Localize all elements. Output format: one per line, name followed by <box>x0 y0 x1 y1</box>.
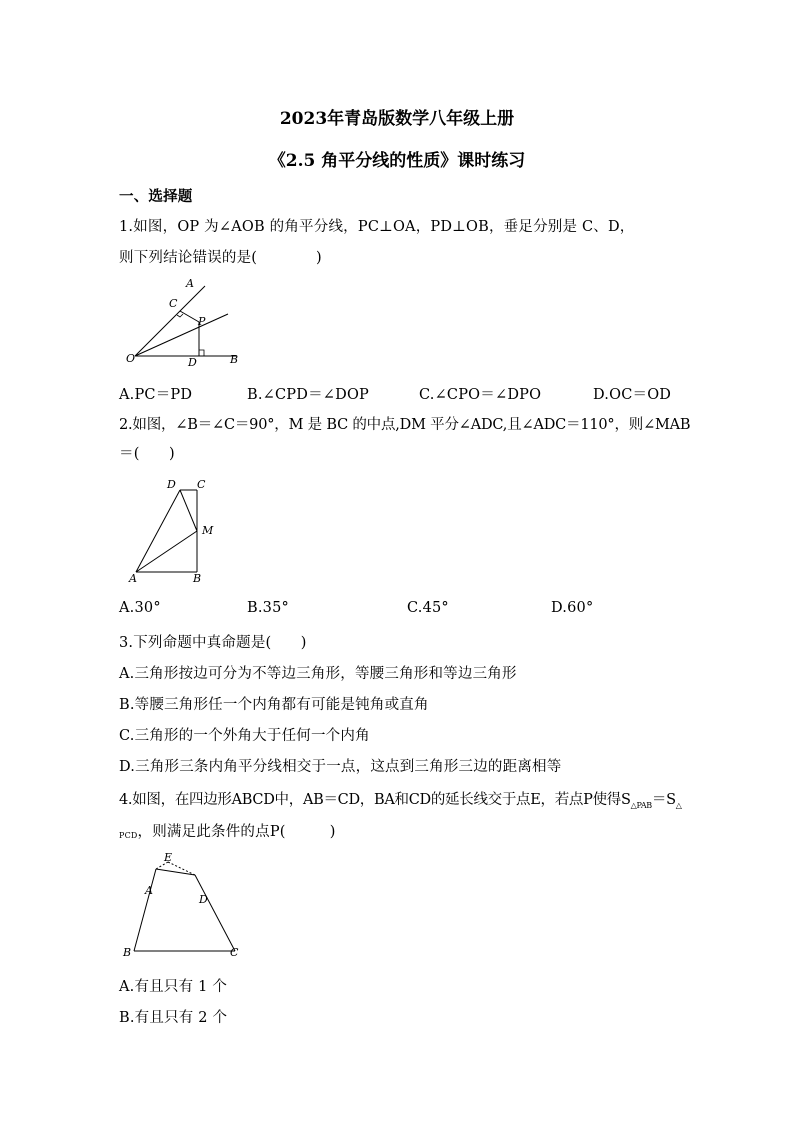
q1-option-c: C.∠CPO＝∠DPO <box>419 387 542 403</box>
page-subtitle: 《2.5 角平分线的性质》课时练习 <box>268 151 526 171</box>
q1-option-b: B.∠CPD＝∠DOP <box>247 387 370 403</box>
q4-stem-line1 <box>119 788 682 809</box>
q3-option-a: A.三角形按边可分为不等边三角形，等腰三角形和等边三角形 <box>119 666 517 682</box>
q4-fig-label-b: B <box>123 946 132 959</box>
q1-figure <box>118 276 258 371</box>
q4-fig-label-d: D <box>199 893 208 906</box>
q2-stem-line2: ＝( ) <box>119 446 175 462</box>
q2-figure <box>120 474 230 586</box>
q3-option-c: C.三角形的一个外角大于任何一个内角 <box>119 728 370 744</box>
q1-fig-label-b: B <box>230 353 239 366</box>
q2-option-b: B.35° <box>247 600 289 616</box>
q2-option-d: D.60° <box>551 600 594 616</box>
q3-option-b: B.等腰三角形任一个内角都有可能是钝角或直角 <box>119 697 429 713</box>
q4-fig-label-a: A <box>145 884 153 897</box>
q2-option-c: C.45° <box>407 600 449 616</box>
q4-fig-label-e: E <box>164 851 173 864</box>
q4-option-a: A.有且只有 1 个 <box>119 979 228 995</box>
q4-stem-text: 4.如图，在四边形ABCD中，AB＝CD，BA和CD的延长线交于点E，若点P使得S <box>119 792 631 808</box>
q2-fig-label-d: D <box>167 478 176 491</box>
q1-fig-label-a: A <box>186 277 194 290</box>
q4-equals: ＝S <box>651 792 676 808</box>
q2-fig-label-c: C <box>197 478 206 491</box>
q4-sub-triangle: △ <box>675 801 682 810</box>
q1-fig-label-p: P <box>198 315 206 328</box>
q2-stem-line1: 2.如图，∠B＝∠C＝90°，M 是 BC 的中点,DM 平分∠ADC,且∠ADC＝110°，则∠MAB <box>119 417 691 433</box>
q2-fig-label-m: M <box>202 524 214 537</box>
q3-stem: 3.下列命题中真命题是( ) <box>119 635 307 651</box>
q4-sub-pab: △PAB <box>630 801 652 810</box>
q1-fig-label-o: O <box>126 352 136 365</box>
q1-stem-line2: 则下列结论错误的是( ) <box>119 250 322 266</box>
q1-stem-line1: 1.如图，OP 为∠AOB 的角平分线，PC⊥OA，PD⊥OB，垂足分别是 C、D， <box>119 219 635 235</box>
q1-option-d: D.OC＝OD <box>593 387 672 403</box>
q1-option-a: A.PC＝PD <box>119 387 193 403</box>
q3-option-d: D.三角形三条内角平分线相交于一点，这点到三角形三边的距离相等 <box>119 759 562 775</box>
q1-fig-label-c: C <box>169 297 178 310</box>
q2-fig-label-b: B <box>193 572 202 585</box>
q4-sub-pcd: PCD <box>119 831 138 840</box>
q4-stem-line2 <box>119 820 336 841</box>
page-title: 2023年青岛版数学八年级上册 <box>279 109 515 129</box>
q1-fig-label-d: D <box>188 356 197 369</box>
q4-fig-label-c: C <box>230 946 239 959</box>
q4-figure <box>118 848 248 963</box>
q4-option-b: B.有且只有 2 个 <box>119 1010 228 1026</box>
q2-fig-label-a: A <box>129 572 137 585</box>
section-heading: 一、选择题 <box>119 188 193 205</box>
q4-stem-text2: ，则满足此条件的点P( ) <box>137 824 336 840</box>
q2-option-a: A.30° <box>119 600 161 616</box>
